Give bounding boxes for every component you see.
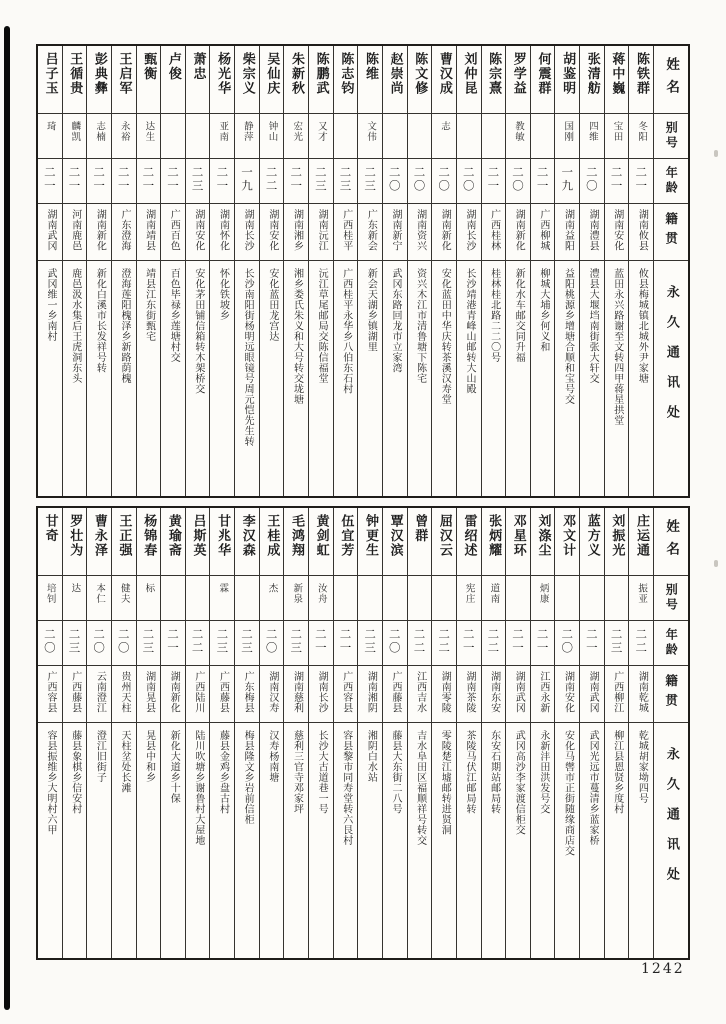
entry-alias: 培钊 xyxy=(44,583,56,604)
entry-alias: 达生 xyxy=(143,121,155,142)
header-native-place: 籍贯 xyxy=(663,212,679,251)
entry-age: 二〇 xyxy=(461,166,476,193)
entry-alias: 四维 xyxy=(586,121,598,142)
entry-column xyxy=(87,46,112,496)
entry-name: 黄瑜斋 xyxy=(165,514,181,558)
entry-column xyxy=(235,46,260,496)
entry-native-place: 广东梅县 xyxy=(242,671,254,713)
entry-name: 李汉森 xyxy=(239,514,255,558)
entry-column xyxy=(63,508,88,958)
entry-address: 吉水阜田区福顺祥号转交 xyxy=(414,730,426,846)
entry-name: 陈鹏武 xyxy=(313,52,329,96)
entry-column xyxy=(580,508,605,958)
header-permanent-address: 永久通讯处 xyxy=(663,747,679,897)
entry-address: 长沙靖港青峰山邮转大山殿 xyxy=(463,268,475,394)
entry-alias: 麟凯 xyxy=(69,121,81,142)
entry-native-place: 广东澄海 xyxy=(118,209,130,251)
entry-age: 二〇 xyxy=(264,628,279,655)
entry-alias: 振亚 xyxy=(636,583,648,604)
entry-address: 澄海莲阳槐泽乡新路荫槐 xyxy=(118,268,130,384)
entry-name: 覃汉滨 xyxy=(387,514,403,558)
header-name: 姓名 xyxy=(663,57,680,102)
entry-age: 二〇 xyxy=(511,166,525,193)
entry-age: 二一 xyxy=(42,166,57,193)
entry-name: 张清舫 xyxy=(584,52,600,96)
entry-native-place: 湖南沅江 xyxy=(316,209,328,251)
entry-address: 武冈东路回龙市立家湾 xyxy=(390,268,402,373)
entry-name: 钟更生 xyxy=(362,514,378,558)
entry-address: 新会天湖乡镇湖里 xyxy=(365,268,377,352)
entry-alias: 新泉 xyxy=(291,583,303,604)
entry-column xyxy=(506,46,531,496)
entry-name: 黄剑虹 xyxy=(313,514,329,558)
entry-native-place: 江西永新 xyxy=(537,671,549,713)
entry-native-place: 湖南新化 xyxy=(168,671,180,713)
entry-name: 邓星环 xyxy=(510,514,526,558)
entry-age: 二〇 xyxy=(42,628,57,655)
entry-column xyxy=(161,46,186,496)
entry-alias: 霖 xyxy=(217,583,229,594)
entry-address: 永新沣田洪发号交 xyxy=(537,730,549,814)
entry-native-place: 湖南新化 xyxy=(513,209,525,251)
entry-name: 陈维 xyxy=(362,52,378,81)
entry-native-place: 广西陆川 xyxy=(192,671,204,713)
entry-age: 二一 xyxy=(141,166,156,193)
entry-age: 二一 xyxy=(511,628,525,655)
entry-column xyxy=(260,508,285,958)
entry-address: 澧县大堰垱南街张大轩交 xyxy=(587,268,599,384)
entry-age: 二一 xyxy=(92,166,107,193)
entry-name: 陈志钧 xyxy=(338,52,354,96)
entry-column xyxy=(137,46,162,496)
entry-native-place: 云南澄江 xyxy=(94,671,106,713)
entry-age: 二三 xyxy=(313,166,328,193)
entry-alias: 汝舟 xyxy=(315,583,327,604)
entry-column xyxy=(112,508,137,958)
entry-native-place: 湖南澧县 xyxy=(587,209,599,251)
entry-name: 刘仲昆 xyxy=(461,52,477,96)
entry-address: 湘乡娄氏朱义和大号转交垅塘 xyxy=(291,268,303,405)
entry-native-place: 广西柳城 xyxy=(537,209,549,251)
entry-age: 二一 xyxy=(116,166,131,193)
entry-address: 安化蓝田龙宫达 xyxy=(266,268,278,342)
header-name: 姓名 xyxy=(663,519,680,564)
entry-age: 二二 xyxy=(412,628,427,655)
entry-native-place: 湖南安化 xyxy=(562,671,574,713)
entry-alias: 宝田 xyxy=(611,121,623,142)
entry-native-place: 河南鹿邑 xyxy=(69,209,81,251)
entry-name: 甄衡 xyxy=(141,52,157,81)
entry-age: 二三 xyxy=(239,628,254,655)
entry-name: 罗学益 xyxy=(510,52,526,96)
entry-column xyxy=(605,46,630,496)
entry-age: 二三 xyxy=(190,166,205,193)
entry-address: 湘阴白水站 xyxy=(365,730,377,783)
entry-native-place: 广西藤县 xyxy=(217,671,229,713)
entry-native-place: 贵州天柱 xyxy=(118,671,130,713)
entry-name: 王循贵 xyxy=(67,52,83,96)
entry-name: 吴仙庆 xyxy=(264,52,280,96)
entry-column xyxy=(457,508,482,958)
entry-address: 零陵楚江墟邮转进贤洞 xyxy=(439,730,451,835)
entry-address: 慈利三官寺邓家坪 xyxy=(291,730,303,814)
entry-alias: 冬阳 xyxy=(636,121,648,142)
entry-alias: 亚南 xyxy=(217,121,229,142)
entry-address: 天柱坌处长滩 xyxy=(118,730,130,793)
entry-age: 二〇 xyxy=(92,628,107,655)
entry-address: 容县振维乡大明村六甲 xyxy=(45,730,57,835)
entry-name: 屈汉云 xyxy=(436,514,452,558)
scan-artifact-dot xyxy=(714,150,718,157)
entry-column xyxy=(309,46,334,496)
entry-alias: 琦 xyxy=(44,121,56,132)
entry-column xyxy=(358,508,383,958)
entry-name: 王桂成 xyxy=(264,514,280,558)
entry-name: 吕子玉 xyxy=(42,52,58,96)
entry-column xyxy=(210,46,235,496)
entry-native-place: 湖南武冈 xyxy=(587,671,599,713)
entry-native-place: 广东新会 xyxy=(365,209,377,251)
entry-name: 何震群 xyxy=(535,52,551,96)
entry-age: 二一 xyxy=(67,166,82,193)
entry-age: 二一 xyxy=(166,628,181,655)
entry-column xyxy=(137,508,162,958)
entry-name: 杨锦春 xyxy=(141,514,157,558)
entry-alias: 志楠 xyxy=(94,121,106,142)
entry-name: 罗壮为 xyxy=(67,514,83,558)
scan-artifact-dot xyxy=(714,560,718,567)
entry-age: 二一 xyxy=(289,166,304,193)
entry-column xyxy=(555,508,580,958)
entry-address: 藤县大东街二八号 xyxy=(390,730,402,814)
entry-alias: 健夫 xyxy=(118,583,130,604)
entry-native-place: 湖南茶陵 xyxy=(463,671,475,713)
entry-age: 二一 xyxy=(486,166,501,193)
entry-column xyxy=(383,508,408,958)
entry-address: 茶陵马伏江邮局转 xyxy=(463,730,475,814)
entry-name: 杨光华 xyxy=(215,52,231,96)
entry-native-place: 湖南晃县 xyxy=(143,671,155,713)
entry-age: 二二 xyxy=(634,628,649,655)
entry-age: 二一 xyxy=(166,166,181,193)
entry-age: 二一 xyxy=(313,628,328,655)
entry-name: 伍宜芳 xyxy=(338,514,354,558)
entry-address: 沅江草尾邮局交陈信福堂 xyxy=(316,268,328,384)
entry-age: 二三 xyxy=(141,628,156,655)
entry-column xyxy=(383,46,408,496)
entry-alias: 炳康 xyxy=(537,583,549,604)
entry-name: 陈铁群 xyxy=(634,52,649,96)
directory-table-bottom xyxy=(36,506,690,960)
entry-name: 庄运通 xyxy=(634,514,649,558)
page-number: 1242 xyxy=(641,961,685,977)
entry-address: 长沙大古道巷一号 xyxy=(316,730,328,814)
entry-name: 王启军 xyxy=(116,52,132,96)
entry-name: 张炳耀 xyxy=(486,514,502,558)
entry-address: 新化白溪市长发祥号转 xyxy=(94,268,106,373)
header-native-place: 籍贯 xyxy=(663,674,679,713)
header-permanent-address: 永久通讯处 xyxy=(663,285,679,435)
entry-native-place: 湖南靖县 xyxy=(143,209,155,251)
entry-age: 二〇 xyxy=(560,628,575,655)
entry-address: 百色毕禄乡莲塘村交 xyxy=(168,268,180,363)
entry-column xyxy=(334,508,359,958)
entry-name: 刘涤尘 xyxy=(535,514,551,558)
entry-age: 二三 xyxy=(609,628,624,655)
entry-name: 朱新秋 xyxy=(289,52,305,96)
entry-address: 鹿邑汲水集后王虎洞东头 xyxy=(69,268,81,384)
entry-column xyxy=(408,508,433,958)
entry-address: 武冈维一乡南村 xyxy=(45,268,57,342)
entry-age: 二三 xyxy=(215,628,230,655)
entry-address: 澄江旧街子 xyxy=(94,730,106,783)
entry-column xyxy=(580,46,605,496)
entry-column xyxy=(531,46,556,496)
entry-address: 蓝田永兴路谢至文转四甲蒋星拱堂 xyxy=(611,268,623,426)
entry-native-place: 湖南益阳 xyxy=(562,209,574,251)
entry-address: 广西桂平永华乡八伯东石村 xyxy=(340,268,352,394)
entry-name: 甘兆华 xyxy=(215,514,231,558)
entry-age: 二一 xyxy=(535,628,550,655)
entry-name: 吕斯英 xyxy=(190,514,206,558)
entry-native-place: 湖南武冈 xyxy=(45,209,57,251)
entry-alias: 静萍 xyxy=(241,121,253,142)
entry-native-place: 湖南安化 xyxy=(266,209,278,251)
entry-column xyxy=(629,508,654,958)
entry-native-place: 广西百色 xyxy=(168,209,180,251)
entry-name: 彭典彝 xyxy=(91,52,107,96)
entry-column xyxy=(186,46,211,496)
entry-column xyxy=(235,508,260,958)
entry-column xyxy=(161,508,186,958)
entry-column xyxy=(112,46,137,496)
directory-table-top xyxy=(36,44,690,498)
entry-column xyxy=(432,508,457,958)
header-age: 年龄 xyxy=(664,166,679,196)
entry-column xyxy=(284,46,309,496)
entry-address: 靖县江东街甄宅 xyxy=(143,268,155,342)
entry-native-place: 广西桂平 xyxy=(340,209,352,251)
entry-alias: 钟山 xyxy=(266,121,278,142)
entry-address: 安化马辔市正街随缘商店交 xyxy=(562,730,574,856)
entry-native-place: 广西容县 xyxy=(340,671,352,713)
entry-alias: 本仁 xyxy=(94,583,106,604)
entry-native-place: 湖南零陵 xyxy=(439,671,451,713)
entry-name: 胡鉴明 xyxy=(560,52,576,96)
entry-native-place: 湖南安化 xyxy=(611,209,623,251)
entry-alias: 又才 xyxy=(315,121,327,142)
entry-alias: 杰 xyxy=(266,583,278,594)
entry-native-place: 广西藤县 xyxy=(69,671,81,713)
entry-native-place: 湖南怀化 xyxy=(217,209,229,251)
entry-age: 二二 xyxy=(264,166,279,193)
entry-alias: 宪庄 xyxy=(463,583,475,604)
entry-name: 刘振光 xyxy=(609,514,625,558)
entry-name: 曹永泽 xyxy=(91,514,107,558)
entry-column xyxy=(38,508,63,958)
header-alias: 别号 xyxy=(664,121,679,151)
entry-native-place: 湖南湘乡 xyxy=(291,209,303,251)
entry-name: 曹汉成 xyxy=(436,52,452,96)
entry-age: 二〇 xyxy=(387,628,402,655)
entry-address: 柳城大埔乡何义和 xyxy=(537,268,549,352)
entry-age: 二二 xyxy=(190,628,205,655)
entry-age: 二二 xyxy=(437,628,452,655)
entry-address: 安化茅田铺信箱转木架桥交 xyxy=(192,268,204,394)
entry-name: 蒋中巍 xyxy=(609,52,625,96)
entry-address: 怀化铁坡乡 xyxy=(217,268,229,321)
entry-address: 攸县梅城镇北城外尹家塘 xyxy=(636,268,648,384)
entry-age: 二〇 xyxy=(437,166,452,193)
entry-age: 二一 xyxy=(215,166,230,193)
entry-column xyxy=(38,46,63,496)
entry-address: 新化大道乡十保 xyxy=(168,730,180,804)
entry-native-place: 湖南东安 xyxy=(488,671,500,713)
entry-age: 二一 xyxy=(338,628,353,655)
entry-address: 梅县隆文乡岩前信柜 xyxy=(242,730,254,825)
entry-column xyxy=(210,508,235,958)
entry-age: 二三 xyxy=(363,628,378,655)
entry-alias: 标 xyxy=(143,583,155,594)
entry-native-place: 广西藤县 xyxy=(390,671,402,713)
entry-alias: 教敏 xyxy=(512,121,524,142)
entry-address: 汉寿杨南塘 xyxy=(266,730,278,783)
entry-address: 陆川吹塘乡谢鲁村大屋地 xyxy=(192,730,204,846)
entry-age: 二一 xyxy=(461,628,476,655)
scan-artifact-left-bar xyxy=(4,26,10,1010)
entry-column xyxy=(284,508,309,958)
entry-column xyxy=(358,46,383,496)
entry-alias: 达 xyxy=(69,583,81,594)
entry-address: 藤县金鸡乡盘古村 xyxy=(217,730,229,814)
entry-age: 二一 xyxy=(535,166,550,193)
entry-age: 二三 xyxy=(338,166,353,193)
entry-age: 二一 xyxy=(609,166,624,193)
entry-address: 乾城胡家坳四号 xyxy=(636,730,648,804)
entry-name: 王正强 xyxy=(116,514,132,558)
entry-native-place: 湖南攸县 xyxy=(636,209,648,251)
entry-name: 甘奇 xyxy=(42,514,58,543)
entry-native-place: 湖南新化 xyxy=(94,209,106,251)
entry-native-place: 广西柳江 xyxy=(611,671,623,713)
entry-address: 藤县象棋乡信安村 xyxy=(69,730,81,814)
entry-column xyxy=(531,508,556,958)
entry-age: 二一 xyxy=(634,166,649,193)
entry-age: 二二 xyxy=(486,628,501,655)
entry-native-place: 湖南武冈 xyxy=(513,671,525,713)
entry-column xyxy=(629,46,654,496)
entry-native-place: 湖南汉寿 xyxy=(266,671,278,713)
entry-alias: 志 xyxy=(439,121,451,132)
entry-age: 二一 xyxy=(584,628,599,655)
entry-address: 资兴木江市清鲁塘下陈宅 xyxy=(414,268,426,384)
entry-name: 赵崇尚 xyxy=(387,52,403,96)
entry-age: 一九 xyxy=(560,166,575,193)
entry-age: 二三 xyxy=(289,628,304,655)
entry-column xyxy=(482,508,507,958)
entry-column xyxy=(186,508,211,958)
entry-name: 毛鸿翔 xyxy=(289,514,305,558)
entry-column xyxy=(309,508,334,958)
entry-name: 卢俊 xyxy=(165,52,181,81)
entry-native-place: 湖南长沙 xyxy=(242,209,254,251)
entry-column xyxy=(555,46,580,496)
entry-age: 二三 xyxy=(67,628,82,655)
entry-name: 邓文计 xyxy=(560,514,576,558)
entry-name: 陈文修 xyxy=(412,52,428,96)
entry-address: 容县黎市同寿堂转六艮村 xyxy=(340,730,352,846)
entry-age: 一九 xyxy=(239,166,254,193)
entry-age: 二〇 xyxy=(584,166,599,193)
entry-native-place: 湖南长沙 xyxy=(316,671,328,713)
entry-alias: 国刚 xyxy=(562,121,574,142)
entry-column xyxy=(63,46,88,496)
entry-alias: 文伟 xyxy=(365,121,377,142)
entry-native-place: 湖南新宁 xyxy=(390,209,402,251)
entry-native-place: 湖南新化 xyxy=(439,209,451,251)
entry-column xyxy=(432,46,457,496)
entry-name: 柴宗义 xyxy=(239,52,255,96)
entry-native-place: 广西容县 xyxy=(45,671,57,713)
entry-column xyxy=(482,46,507,496)
entry-address: 益阳桃源乡增塘合顺和宝号交 xyxy=(562,268,574,405)
entry-column xyxy=(87,508,112,958)
entry-native-place: 湖南慈利 xyxy=(291,671,303,713)
entry-alias: 宏光 xyxy=(291,121,303,142)
entry-column xyxy=(457,46,482,496)
entry-native-place: 江西吉水 xyxy=(414,671,426,713)
entry-column xyxy=(506,508,531,958)
entry-age: 二三 xyxy=(363,166,378,193)
entry-name: 蓝方义 xyxy=(584,514,600,558)
entry-address: 长沙南阳街杨明远眼镜号周元恺先生转 xyxy=(242,268,254,447)
entry-name: 雷绍述 xyxy=(461,514,477,558)
entry-age: 二〇 xyxy=(116,628,131,655)
entry-address: 晃县中和乡 xyxy=(143,730,155,783)
entry-native-place: 湖南湘阴 xyxy=(365,671,377,713)
entry-native-place: 湖南长沙 xyxy=(463,209,475,251)
entry-column xyxy=(260,46,285,496)
entry-address: 桂林桂北路二二〇号 xyxy=(488,268,500,363)
entry-age: 二〇 xyxy=(387,166,402,193)
header-column xyxy=(654,46,688,496)
entry-name: 陈宗熹 xyxy=(486,52,502,96)
entry-address: 柳江县恩贤乡度村 xyxy=(611,730,623,814)
entry-alias: 道南 xyxy=(488,583,500,604)
entry-column xyxy=(334,46,359,496)
entry-alias: 永裕 xyxy=(118,121,130,142)
entry-native-place: 广西桂林 xyxy=(488,209,500,251)
entry-name: 曾群 xyxy=(412,514,428,543)
header-alias: 别号 xyxy=(664,583,679,613)
entry-column xyxy=(408,46,433,496)
entry-name: 萧忠 xyxy=(190,52,206,81)
entry-address: 新化水车邮交同升福 xyxy=(513,268,525,363)
entry-address: 东安石期站邮局转 xyxy=(488,730,500,814)
entry-native-place: 湖南资兴 xyxy=(414,209,426,251)
entry-column xyxy=(605,508,630,958)
entry-native-place: 湖南安化 xyxy=(192,209,204,251)
header-age: 年龄 xyxy=(664,628,679,658)
entry-native-place: 湖南乾城 xyxy=(636,671,648,713)
entry-age: 二〇 xyxy=(412,166,427,193)
entry-address: 武冈高沙李家渡信柜交 xyxy=(513,730,525,835)
entry-address: 安化蓝田中华庆转茶溪汉寿堂 xyxy=(439,268,451,405)
header-column xyxy=(654,508,688,958)
entry-address: 武冈光远市蔓清乡蓝家桥 xyxy=(587,730,599,846)
